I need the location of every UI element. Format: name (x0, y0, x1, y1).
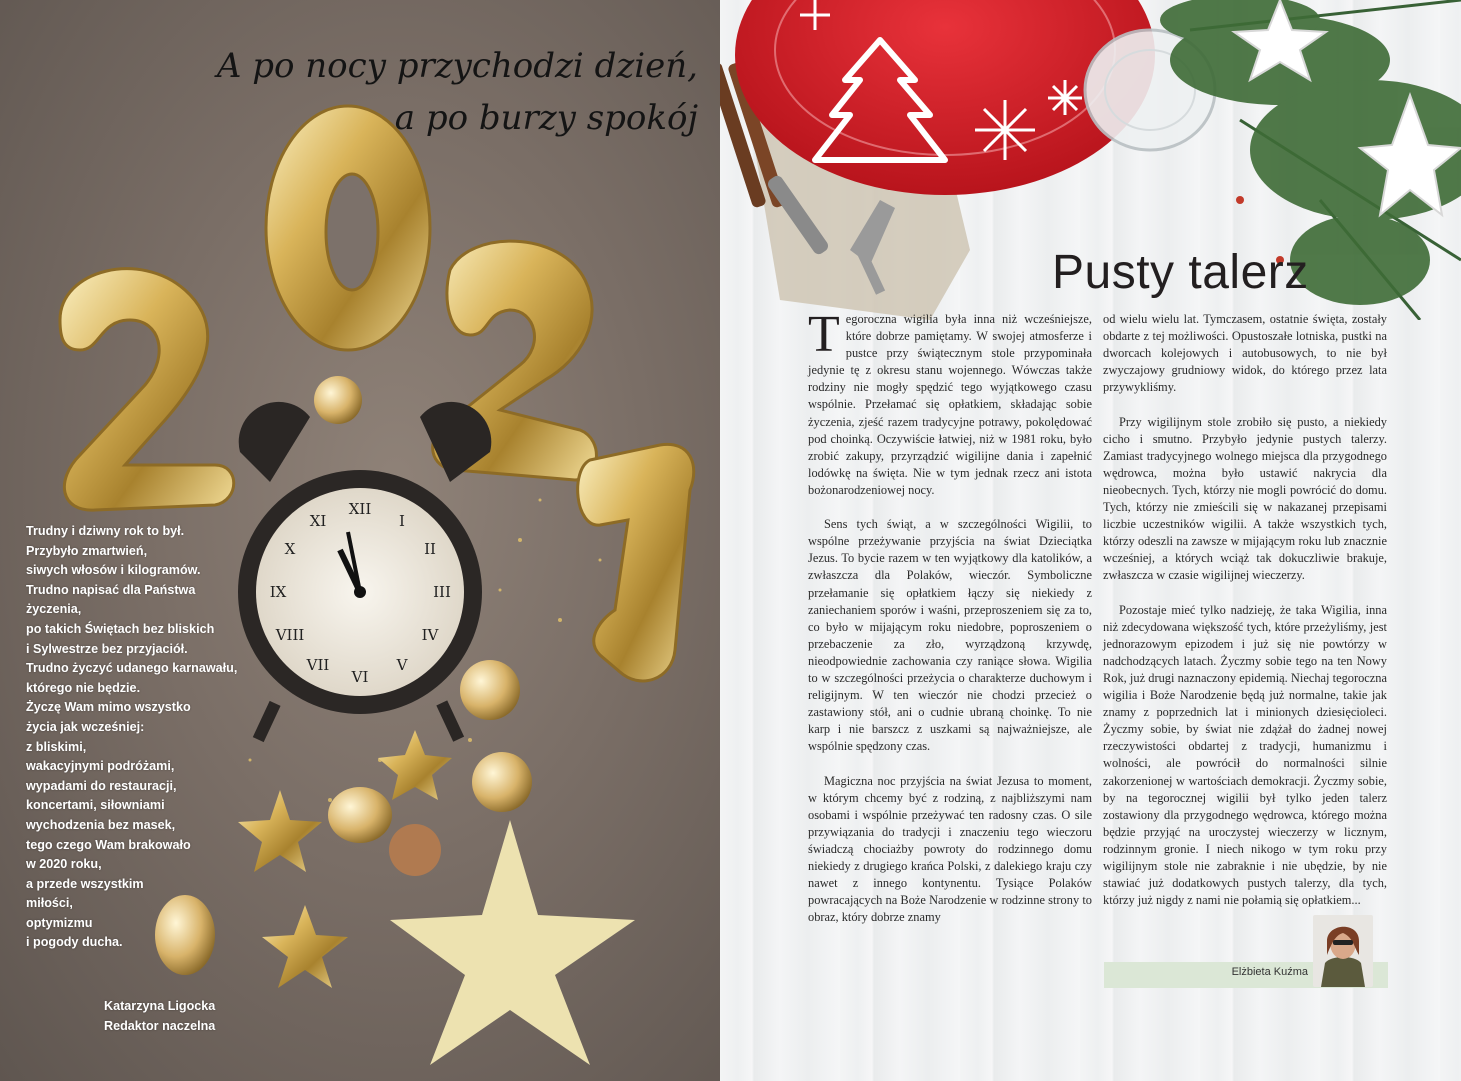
poem-line: miłości, (26, 896, 73, 911)
signature-role: Redaktor naczelna (104, 1019, 216, 1033)
poem-line: z bliskimi, (26, 739, 87, 754)
poem-line: optymizmu (26, 915, 93, 930)
author-name: Elżbieta Kuźma (1231, 966, 1308, 978)
poem-line: a przede wszystkim (26, 876, 144, 891)
drop-cap: T (808, 306, 840, 363)
poem-line: Trudno życzyć udanego karnawału, (26, 661, 238, 676)
poem-line: siwych włosów i kilogramów. (26, 563, 201, 578)
svg-text:XII: XII (348, 500, 372, 518)
article-paragraph: Magiczna noc przyjścia na świat Jezusa to moment, w którym chcemy być z rodziną, z najbliższymi nam osobami i wspólnie przeżywać ten radosny czas. O sile przywiązania do tradycji i znaczeniu tego wieczoru świadczą chociażby powroty do rodzinnego domu niekiedy z drugiego krańca Polski, z dalekiego kraju czy nawet z innego kontynentu. Tysiące Polaków powracających na Boże Narodzenie w rodzinne strony to obraz, który dobrze znamy (808, 773, 1092, 925)
article-column-2 (1103, 311, 1387, 926)
article-paragraph: Pozostaje mieć tylko nadzieję, że taka Wigilia, inna niż zdecydowana większość tych, które przeżyliśmy, jest jednorazowym epizodem i już się nie powtórzy w nadchodzących latach. Życzmy sobie tego na ten Nowy Rok, już drugi naznaczony epidemią. Niechaj tegoroczna wigilia i Boże Narodzenie będą już normalne, takie jak znamy z poprzednich lat i minionych dziesięcioleci. Życzmy sobie, by świat nie zdążał do żadnej nowej rzeczywistości obdartej z tradycji, humanizmu i wolności, ale powrócił do normalności silnie zakorzenionej w wartościach demokracji. Życzmy sobie, by na tegorocznej wigilii był tylko jeden talerz zostawiony dla przygodnego wędrowca, którego można będzie przyjąć na uroczystej wieczerzy w licznym, rodzinnym gronie. I niech nikogo w tym roku przy wigilijnym stole nie zabraknie i nie ubędzie, by nie stawiać już dodatkowych pustych talerzy, dla tych, którzy już nigdy z nami nie połamią się opłatkiem... (1103, 602, 1387, 908)
svg-text:I: I (399, 512, 405, 530)
article-paragraph: Przy wigilijnym stole zrobiło się pusto, a niekiedy cicho i smutno. Przybyło jedynie pustych talerzy. Zamiast tradycyjnego wolnego miejsca dla przygodnego wędrowca, można było ustawić nakrycia dla nieobecnych. Tych, którzy nie mogli powrócić do domu. Tych, którzy nie zmieścili się w nakazanej przepisami liczbie uczestników wigilii. A także wszystkich tych, którzy odeszli na zawsze w mijającym roku lub znacznie wcześniej, a których wciąż tak dokuczliwie brakuje, zwłaszcza w czasie wigilijnej wieczerzy. (1103, 414, 1387, 583)
poem-line: Życzę Wam mimo wszystko (26, 700, 191, 715)
editorial-poem (26, 522, 246, 953)
alarm-clock (238, 402, 491, 742)
signature-name: Katarzyna Ligocka (104, 999, 216, 1013)
article-column-1 (808, 306, 1092, 943)
svg-text:V: V (396, 656, 408, 674)
svg-text:IV: IV (421, 626, 439, 644)
snowflake-icon (975, 100, 1035, 160)
svg-text:VI: VI (351, 668, 369, 686)
author-photo (1313, 915, 1373, 987)
poem-line: życzenia, (26, 602, 82, 617)
left-page-tagline (217, 40, 698, 144)
poem-line: wypadami do restauracji, (26, 778, 177, 793)
svg-text:IX: IX (269, 583, 287, 601)
svg-text:XI: XI (309, 512, 327, 530)
poem-line: Trudno napisać dla Państwa (26, 582, 196, 597)
editor-signature (104, 996, 215, 1036)
svg-text:VII: VII (306, 656, 330, 674)
article-paragraph: Sens tych świąt, a w szczególności Wigilii, to wspólne przeżywanie przyjścia na świat Dzieciątka Jezus. To bycie razem w ten wyjątkowy dla katolików, a zwłaszcza dla Polaków, wieczór. Symboliczne przełamanie się opłatkiem łączy się niekiedy z zaniechaniem sporów i waśni, przeproszeniem się za to, co było w mijającym roku niedobre, poproszeniem o przebaczenie za zło, wyrządzoną krzywdę, nieodpowiednie zachowania czy raniące słowa. Wigilia to w szczególności przeżycia o charakterze duchowym i religijnym. W ten wieczór nie chodzi przecież o zastawiony stół, ani o cudnie ubraną choinkę. To nie karp i nie barszcz z uszkami są najważniejsze, ale wspólnie spędzony czas. (808, 517, 1092, 754)
poem-line: wakacyjnymi podróżami, (26, 759, 175, 774)
poem-line: którego nie będzie. (26, 680, 141, 695)
poem-line: po takich Świętach bez bliskich (26, 621, 215, 636)
poem-line: i pogody ducha. (26, 935, 123, 950)
svg-text:III: III (433, 583, 451, 601)
poem-line: koncertami, siłowniami (26, 798, 165, 813)
balloon-digit-1 (578, 444, 694, 681)
poem-line: Trudny i dziwny rok to był. (26, 524, 185, 538)
article-paragraph: od wielu wielu lat. Tymczasem, ostatnie święta, zostały obdarte z tej możliwości. Opustoszałe lotniska, pustki na dworcach kolejowych i autobusowych, to nie był zwyczajowy grudniowy widok, do którego przez lata przywykliśmy. (1103, 312, 1387, 395)
svg-text:VIII: VIII (275, 626, 305, 644)
poem-line: życia jak wcześniej: (26, 719, 145, 734)
poem-line: w 2020 roku, (26, 857, 102, 872)
poem-line: wychodzenia bez masek, (26, 817, 176, 832)
article-paragraph (808, 306, 1092, 499)
svg-text:II: II (424, 540, 436, 558)
tagline-line-2: a po burzy spokój (394, 98, 698, 138)
tagline-line-1: A po nocy przychodzi dzień, (216, 46, 698, 86)
left-page (0, 0, 720, 1081)
lead-text: egoroczna wigilia była inna niż wcześniejsze, które dobrze pamiętamy. W swojej atmosferze i pustce przy świątecznym stole przypominała jedynie tę z okresu stanu wojennego. Wówczas także rodziny nie mogły spędzić tego wyjątkowego czasu wspólnie. Przełamać się opłatkiem, składając sobie życzenia, zjeść razem tradycyjne potrawy, pokolędować pod choinką. Oczywiście łatwiej, niż w 1981 roku, było zrobić zakupy, przyrządzić wigilijne dania i zapełnić lodówkę na święta. Nie w tym jednak rzecz ani istota bożonarodzeniowej nocy. (808, 312, 1092, 497)
balloon-digit-2-left (60, 269, 234, 510)
poem-line: i Sylwestrze bez przyjaciół. (26, 641, 188, 656)
svg-text:X: X (284, 540, 296, 558)
poem-line: Przybyło zmartwień, (26, 543, 148, 558)
poem-line: tego czego Wam brakowało (26, 837, 191, 852)
article-title: Pusty talerz (1052, 246, 1309, 299)
